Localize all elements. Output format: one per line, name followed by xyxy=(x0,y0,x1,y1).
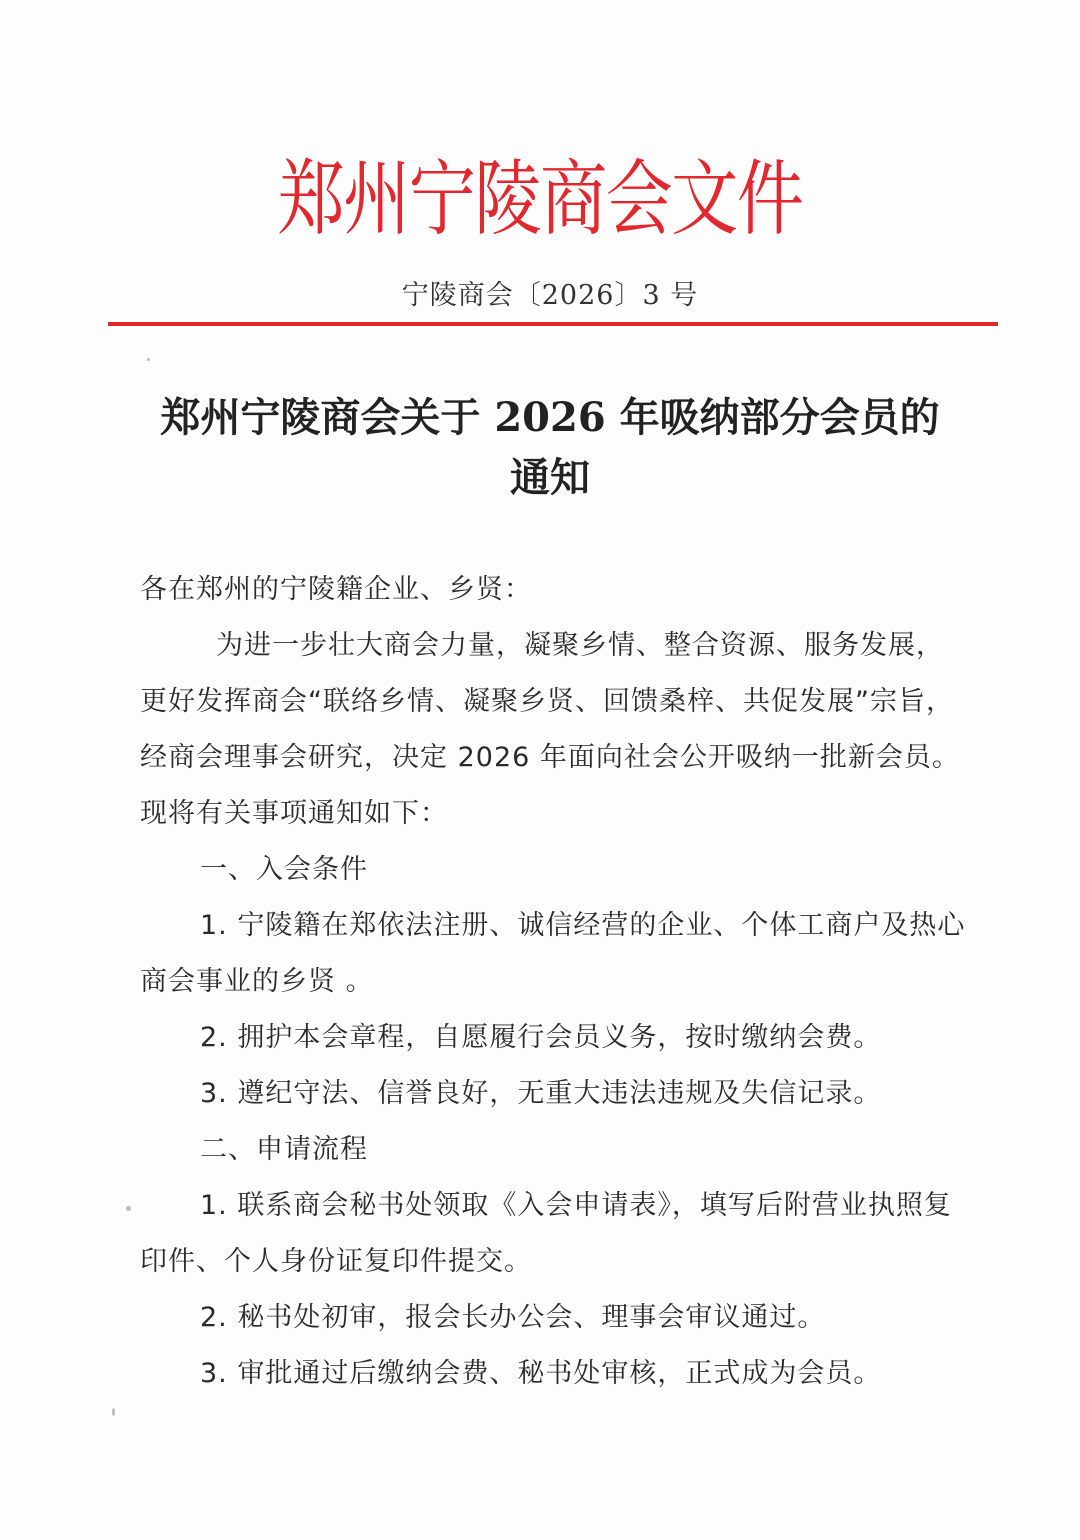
scan-speck xyxy=(112,1408,115,1416)
scan-speck xyxy=(126,1206,131,1211)
notice-title-line-1: 郑州宁陵商会关于 2026 年吸纳部分会员的 xyxy=(160,394,940,441)
scan-speck xyxy=(147,358,150,361)
notice-title-line-2: 通知 xyxy=(510,454,590,501)
section-heading-conditions: 一、入会条件 xyxy=(200,854,368,885)
process-item: 1. 联系商会秘书处领取《入会申请表》，填写后附营业执照复印件、个人身份证复印件提交。 xyxy=(140,1190,952,1277)
notice-title xyxy=(110,388,990,508)
condition-item: 1. 宁陵籍在郑依法注册、诚信经营的企业、个体工商户及热心商会事业的乡贤 。 xyxy=(140,910,966,997)
notice-body xyxy=(140,562,970,1402)
condition-item: 3. 遵纪守法、信誉良好，无重大违法违规及失信记录。 xyxy=(200,1078,882,1109)
process-item: 3. 审批通过后缴纳会费、秘书处审核，正式成为会员。 xyxy=(200,1358,882,1389)
document-number: 宁陵商会〔2026〕3 号 xyxy=(401,280,699,311)
intro-paragraph: 为进一步壮大商会力量，凝聚乡情、整合资源、服务发展，更好发挥商会“联络乡情、凝聚乡贤、回馈桑梓、共促发展”宗旨，经商会理事会研究，决定 2026 年面向社会公开吸纳一批新会员。现将有关事项通知如下： xyxy=(140,630,960,829)
section-heading-process: 二、申请流程 xyxy=(200,1134,368,1165)
condition-item: 2. 拥护本会章程，自愿履行会员义务，按时缴纳会费。 xyxy=(200,1022,882,1053)
salutation: 各在郑州的宁陵籍企业、乡贤： xyxy=(140,574,532,605)
letterhead-red-rule xyxy=(108,322,998,326)
process-item: 2. 秘书处初审，报会长办公会、理事会审议通过。 xyxy=(200,1302,826,1333)
letterhead-title: 郑州宁陵商会文件 xyxy=(277,152,803,247)
